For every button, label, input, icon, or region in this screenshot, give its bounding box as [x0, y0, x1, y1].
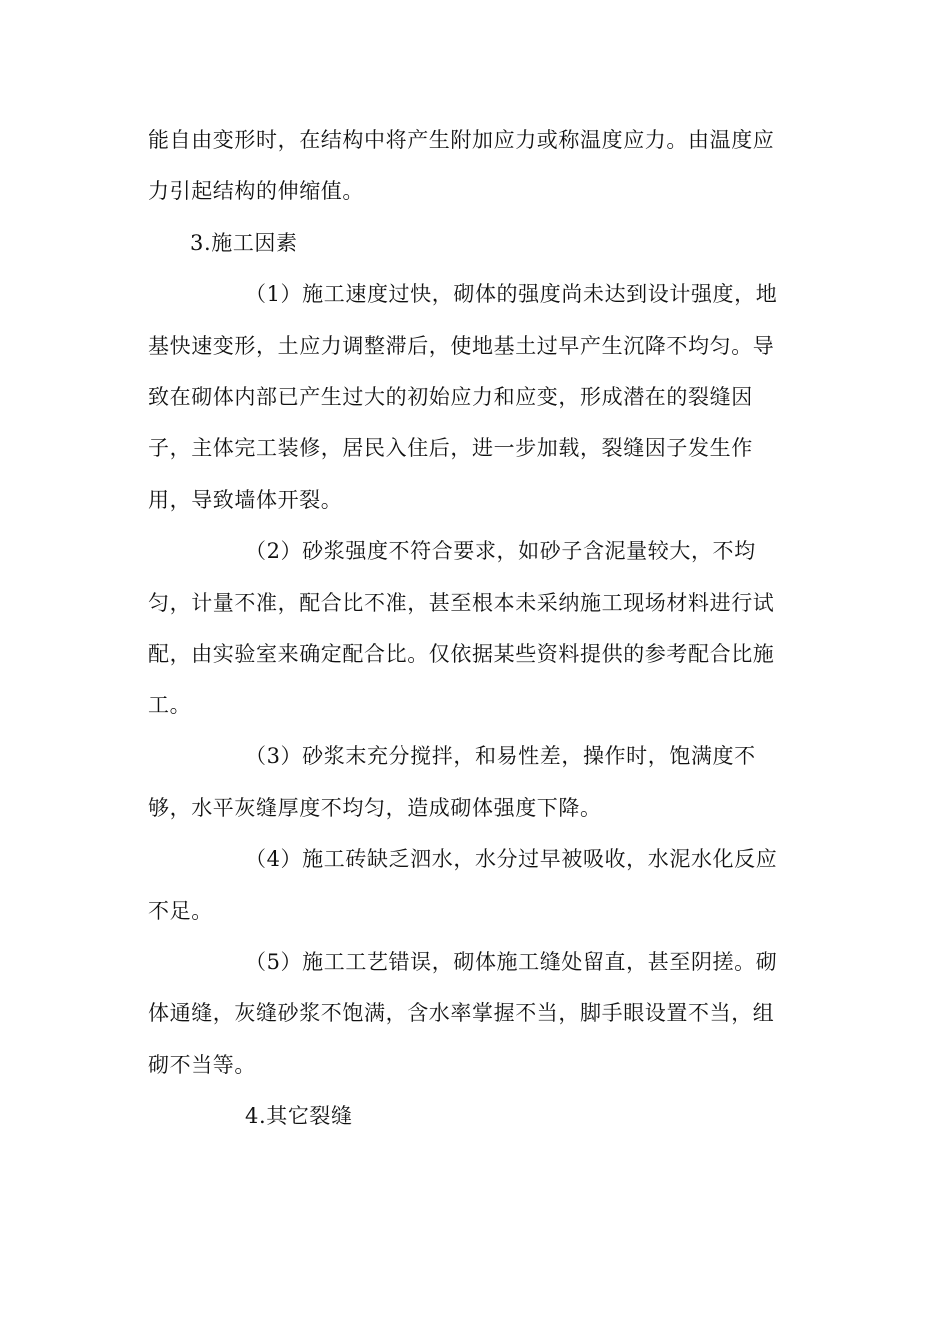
text-line: 用，导致墙体开裂。 [148, 488, 343, 512]
text-line: （3）砂浆末充分搅拌，和易性差，操作时，饱满度不 [245, 744, 756, 768]
text-line: 不足。 [148, 899, 213, 923]
text-line: 基快速变形，土应力调整滞后，使地基土过早产生沉降不均匀。导 [148, 334, 775, 358]
text-line: 力引起结构的伸缩值。 [148, 179, 364, 203]
text-line: 能自由变形时，在结构中将产生附加应力或称温度应力。由温度应 [148, 128, 775, 152]
text-line: （5）施工工艺错误，砌体施工缝处留直，甚至阴搓。砌 [245, 950, 778, 974]
text-line: 子，主体完工装修，居民入住后，进一步加载，裂缝因子发生作 [148, 436, 753, 460]
text-line: 致在砌体内部已产生过大的初始应力和应变，形成潜在的裂缝因 [148, 385, 753, 409]
text-line: 够，水平灰缝厚度不均匀，造成砌体强度下降。 [148, 796, 602, 820]
section-heading: 3.施工因素 [190, 231, 298, 255]
text-line: 工。 [148, 693, 192, 717]
section-heading: 4.其它裂缝 [245, 1104, 353, 1128]
text-line: （4）施工砖缺乏泗水，水分过早被吸收，水泥水化反应 [245, 847, 778, 871]
text-line: 匀，计量不准，配合比不准，甚至根本未采纳施工现场材料进行试 [148, 591, 775, 615]
text-line: 体通缝，灰缝砂浆不饱满，含水率掌握不当，脚手眼设置不当，组 [148, 1001, 775, 1025]
text-line: 配，由实验室来确定配合比。仅依据某些资料提供的参考配合比施 [148, 642, 775, 666]
text-line: （1）施工速度过快，砌体的强度尚未达到设计强度，地 [245, 282, 778, 306]
text-line: （2）砂浆强度不符合要求，如砂子含泥量较大，不均 [245, 539, 756, 563]
text-line: 砌不当等。 [148, 1053, 256, 1077]
